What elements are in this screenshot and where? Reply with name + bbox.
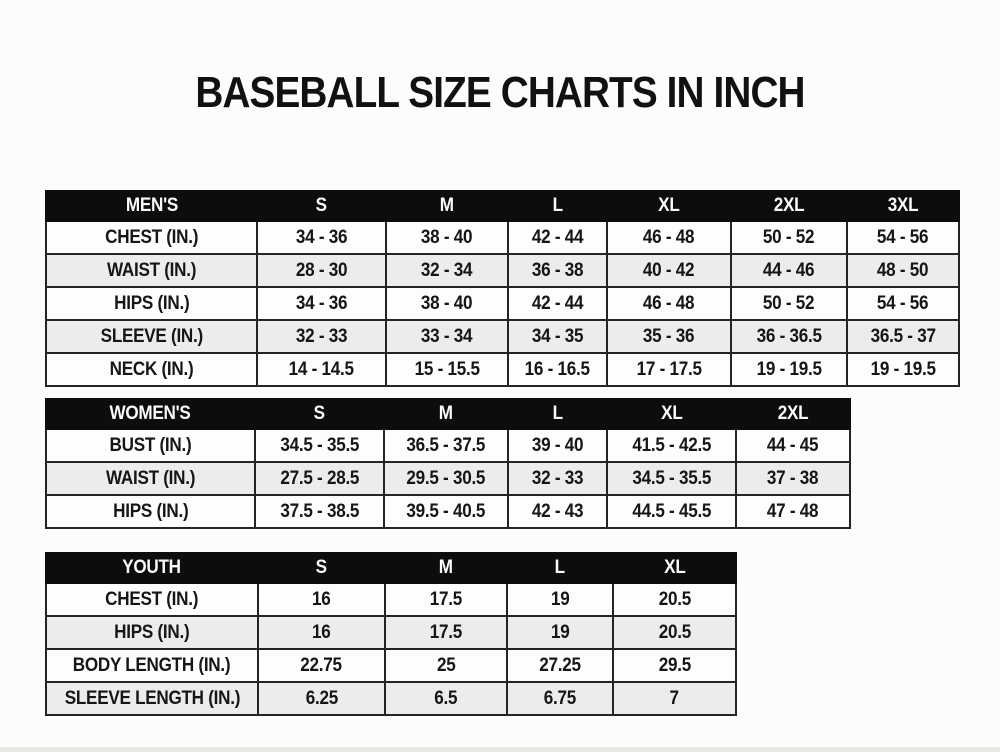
size-value-cell bbox=[385, 682, 507, 715]
size-value-text: 19 bbox=[550, 621, 570, 643]
size-value-text: 44 - 45 bbox=[767, 434, 819, 456]
measurement-row-label bbox=[46, 320, 257, 353]
size-value-text: 36.5 - 37.5 bbox=[406, 434, 486, 456]
size-value-text: 42 - 44 bbox=[531, 292, 584, 314]
size-value-cell bbox=[258, 649, 385, 682]
size-column-header bbox=[613, 553, 736, 583]
mens-size-table bbox=[45, 190, 960, 387]
size-value-text: 39.5 - 40.5 bbox=[406, 500, 486, 522]
measurement-row-label bbox=[46, 462, 255, 495]
header-label: S bbox=[315, 557, 328, 578]
size-value-text: 20.5 bbox=[658, 621, 691, 643]
size-value-cell bbox=[613, 682, 736, 715]
size-value-cell bbox=[508, 320, 607, 353]
size-value-cell bbox=[613, 649, 736, 682]
size-value-cell bbox=[607, 495, 736, 528]
header-label: XL bbox=[663, 557, 686, 578]
header-label: 2XL bbox=[777, 403, 809, 424]
size-value-cell bbox=[507, 682, 613, 715]
size-column-header bbox=[384, 399, 508, 429]
size-value-text: 50 - 52 bbox=[763, 292, 815, 314]
size-value-text: 14 - 14.5 bbox=[288, 358, 355, 380]
size-value-cell bbox=[508, 353, 607, 386]
header-label: YOUTH bbox=[122, 557, 182, 578]
header-label: 3XL bbox=[887, 195, 919, 216]
table-row bbox=[46, 254, 959, 287]
size-value-text: 33 - 34 bbox=[421, 325, 473, 347]
size-value-text: 16 - 16.5 bbox=[524, 358, 591, 380]
size-value-cell bbox=[508, 462, 607, 495]
size-value-text: 42 - 43 bbox=[531, 500, 584, 522]
size-value-cell bbox=[257, 254, 386, 287]
size-value-text: 6.75 bbox=[543, 687, 577, 709]
size-value-cell bbox=[507, 649, 613, 682]
size-value-text: 27.5 - 28.5 bbox=[280, 467, 359, 489]
row-label-text: HIPS (IN.) bbox=[114, 621, 190, 643]
table-row bbox=[46, 287, 959, 320]
size-value-cell bbox=[731, 287, 847, 320]
size-value-cell bbox=[386, 320, 508, 353]
size-value-cell bbox=[508, 287, 607, 320]
row-label-text: CHEST (IN.) bbox=[105, 226, 198, 248]
row-label-text: SLEEVE LENGTH (IN.) bbox=[64, 687, 240, 709]
size-value-cell bbox=[607, 221, 731, 254]
row-label-text: HIPS (IN.) bbox=[112, 500, 189, 522]
size-value-text: 38 - 40 bbox=[421, 292, 473, 314]
size-value-cell bbox=[847, 320, 959, 353]
size-value-text: 29.5 - 30.5 bbox=[406, 467, 486, 489]
header-label: MEN'S bbox=[125, 195, 178, 216]
table-row bbox=[46, 221, 959, 254]
size-value-cell bbox=[607, 320, 731, 353]
size-value-cell bbox=[847, 254, 959, 287]
size-value-cell bbox=[847, 353, 959, 386]
size-value-text: 44 - 46 bbox=[763, 259, 815, 281]
size-value-text: 34 - 35 bbox=[531, 325, 584, 347]
size-value-text: 19 bbox=[550, 588, 570, 610]
size-value-cell bbox=[607, 254, 731, 287]
size-value-text: 42 - 44 bbox=[531, 226, 584, 248]
measurement-row-label bbox=[46, 495, 255, 528]
table-row bbox=[46, 320, 959, 353]
size-value-text: 50 - 52 bbox=[763, 226, 815, 248]
table-row bbox=[46, 583, 736, 616]
size-value-text: 48 - 50 bbox=[877, 259, 929, 281]
size-value-cell bbox=[507, 583, 613, 616]
table-row bbox=[46, 429, 850, 462]
size-value-text: 19 - 19.5 bbox=[870, 358, 936, 380]
size-value-text: 17.5 bbox=[429, 588, 463, 610]
size-value-text: 40 - 42 bbox=[643, 259, 695, 281]
header-label: XL bbox=[658, 195, 680, 216]
size-value-text: 46 - 48 bbox=[643, 226, 695, 248]
header-label: L bbox=[554, 557, 566, 578]
size-value-cell bbox=[613, 616, 736, 649]
row-label-text: BUST (IN.) bbox=[109, 434, 192, 456]
size-value-cell bbox=[386, 254, 508, 287]
size-column-header bbox=[731, 191, 847, 221]
size-value-cell bbox=[736, 462, 850, 495]
size-value-cell bbox=[613, 583, 736, 616]
size-value-text: 36 - 38 bbox=[531, 259, 584, 281]
womens-group-header bbox=[46, 399, 255, 429]
size-value-text: 35 - 36 bbox=[643, 325, 695, 347]
size-value-text: 20.5 bbox=[658, 588, 691, 610]
size-column-header bbox=[507, 553, 613, 583]
header-label: M bbox=[439, 557, 453, 578]
womens-header-row bbox=[46, 399, 850, 429]
size-column-header bbox=[607, 191, 731, 221]
measurement-row-label bbox=[46, 221, 257, 254]
size-value-cell bbox=[731, 353, 847, 386]
size-value-cell bbox=[386, 221, 508, 254]
row-label-text: CHEST (IN.) bbox=[105, 588, 199, 610]
size-value-text: 32 - 33 bbox=[295, 325, 348, 347]
size-value-cell bbox=[736, 495, 850, 528]
row-label-text: WAIST (IN.) bbox=[105, 467, 196, 489]
size-value-cell bbox=[607, 287, 731, 320]
size-value-cell bbox=[508, 254, 607, 287]
header-label: S bbox=[313, 403, 326, 424]
size-column-header bbox=[255, 399, 384, 429]
size-value-text: 46 - 48 bbox=[643, 292, 695, 314]
table-row bbox=[46, 682, 736, 715]
size-value-cell bbox=[384, 495, 508, 528]
size-value-text: 25 bbox=[436, 654, 456, 676]
size-value-text: 27.25 bbox=[539, 654, 581, 676]
size-value-text: 17 - 17.5 bbox=[636, 358, 702, 380]
size-value-text: 6.5 bbox=[434, 687, 458, 709]
size-value-text: 34 - 36 bbox=[295, 292, 348, 314]
header-label: L bbox=[552, 195, 563, 216]
size-value-text: 6.25 bbox=[305, 687, 338, 709]
youth-header-row bbox=[46, 553, 736, 583]
size-column-header bbox=[508, 191, 607, 221]
size-value-cell bbox=[847, 287, 959, 320]
size-value-text: 41.5 - 42.5 bbox=[632, 434, 711, 456]
size-column-header bbox=[386, 191, 508, 221]
header-label: M bbox=[439, 403, 453, 424]
table-row bbox=[46, 353, 959, 386]
measurement-row-label bbox=[46, 583, 258, 616]
row-label-text: NECK (IN.) bbox=[109, 358, 194, 380]
size-value-text: 22.75 bbox=[300, 654, 343, 676]
measurement-row-label bbox=[46, 682, 258, 715]
size-value-text: 32 - 34 bbox=[421, 259, 473, 281]
size-value-text: 34.5 - 35.5 bbox=[632, 467, 711, 489]
size-value-text: 37.5 - 38.5 bbox=[280, 500, 359, 522]
header-label: M bbox=[440, 195, 454, 216]
size-value-text: 36.5 - 37 bbox=[870, 325, 936, 347]
header-label: 2XL bbox=[773, 195, 805, 216]
youth-size-table bbox=[45, 552, 737, 716]
size-value-cell bbox=[847, 221, 959, 254]
size-value-cell bbox=[384, 429, 508, 462]
size-value-cell bbox=[731, 254, 847, 287]
size-column-header bbox=[736, 399, 850, 429]
size-value-cell bbox=[257, 221, 386, 254]
size-value-cell bbox=[258, 682, 385, 715]
size-value-cell bbox=[384, 462, 508, 495]
size-value-cell bbox=[257, 320, 386, 353]
size-value-cell bbox=[508, 495, 607, 528]
row-label-text: HIPS (IN.) bbox=[113, 292, 190, 314]
size-value-cell bbox=[731, 221, 847, 254]
size-value-text: 34.5 - 35.5 bbox=[280, 434, 359, 456]
youth-group-header bbox=[46, 553, 258, 583]
size-value-cell bbox=[508, 221, 607, 254]
size-column-header bbox=[607, 399, 736, 429]
size-value-cell bbox=[257, 287, 386, 320]
row-label-text: BODY LENGTH (IN.) bbox=[73, 654, 231, 676]
size-value-cell bbox=[257, 353, 386, 386]
size-value-text: 29.5 bbox=[658, 654, 691, 676]
header-label: S bbox=[315, 195, 328, 216]
size-value-cell bbox=[255, 495, 384, 528]
size-value-text: 54 - 56 bbox=[877, 292, 929, 314]
size-column-header bbox=[257, 191, 386, 221]
mens-group-header bbox=[46, 191, 257, 221]
size-value-text: 39 - 40 bbox=[531, 434, 584, 456]
size-value-text: 36 - 36.5 bbox=[756, 325, 822, 347]
size-value-text: 19 - 19.5 bbox=[756, 358, 822, 380]
table-row bbox=[46, 616, 736, 649]
header-label: WOMEN'S bbox=[109, 403, 192, 424]
size-value-cell bbox=[731, 320, 847, 353]
size-value-cell bbox=[255, 462, 384, 495]
size-column-header bbox=[508, 399, 607, 429]
mens-header-row bbox=[46, 191, 959, 221]
row-label-text: WAIST (IN.) bbox=[106, 259, 197, 281]
size-value-cell bbox=[386, 353, 508, 386]
size-value-text: 7 bbox=[669, 687, 680, 709]
measurement-row-label bbox=[46, 649, 258, 682]
size-value-cell bbox=[607, 462, 736, 495]
size-column-header bbox=[385, 553, 507, 583]
table-row bbox=[46, 462, 850, 495]
size-value-cell bbox=[607, 429, 736, 462]
header-label: L bbox=[552, 403, 563, 424]
header-label: XL bbox=[660, 403, 683, 424]
measurement-row-label bbox=[46, 429, 255, 462]
size-value-cell bbox=[385, 649, 507, 682]
size-value-cell bbox=[386, 287, 508, 320]
size-value-cell bbox=[736, 429, 850, 462]
size-value-text: 44.5 - 45.5 bbox=[632, 500, 711, 522]
size-value-text: 32 - 33 bbox=[531, 467, 584, 489]
size-value-cell bbox=[258, 583, 385, 616]
size-value-text: 38 - 40 bbox=[421, 226, 473, 248]
size-value-text: 15 - 15.5 bbox=[414, 358, 480, 380]
size-value-text: 16 bbox=[312, 588, 331, 610]
size-value-cell bbox=[258, 616, 385, 649]
page-title: BASEBALL SIZE CHARTS IN INCH bbox=[195, 68, 805, 117]
size-value-text: 17.5 bbox=[429, 621, 463, 643]
size-value-cell bbox=[508, 429, 607, 462]
size-value-cell bbox=[607, 353, 731, 386]
size-value-text: 28 - 30 bbox=[295, 259, 348, 281]
size-value-cell bbox=[385, 583, 507, 616]
womens-size-table bbox=[45, 398, 851, 529]
size-value-text: 37 - 38 bbox=[767, 467, 819, 489]
page-bottom-edge bbox=[0, 747, 1000, 752]
size-value-text: 16 bbox=[312, 621, 331, 643]
size-value-text: 34 - 36 bbox=[295, 226, 348, 248]
size-column-header bbox=[847, 191, 959, 221]
table-row bbox=[46, 649, 736, 682]
measurement-row-label bbox=[46, 287, 257, 320]
size-value-cell bbox=[507, 616, 613, 649]
table-row bbox=[46, 495, 850, 528]
size-value-text: 54 - 56 bbox=[877, 226, 929, 248]
size-value-cell bbox=[385, 616, 507, 649]
measurement-row-label bbox=[46, 616, 258, 649]
size-value-cell bbox=[255, 429, 384, 462]
row-label-text: SLEEVE (IN.) bbox=[100, 325, 203, 347]
size-value-text: 47 - 48 bbox=[767, 500, 819, 522]
size-column-header bbox=[258, 553, 385, 583]
measurement-row-label bbox=[46, 353, 257, 386]
measurement-row-label bbox=[46, 254, 257, 287]
